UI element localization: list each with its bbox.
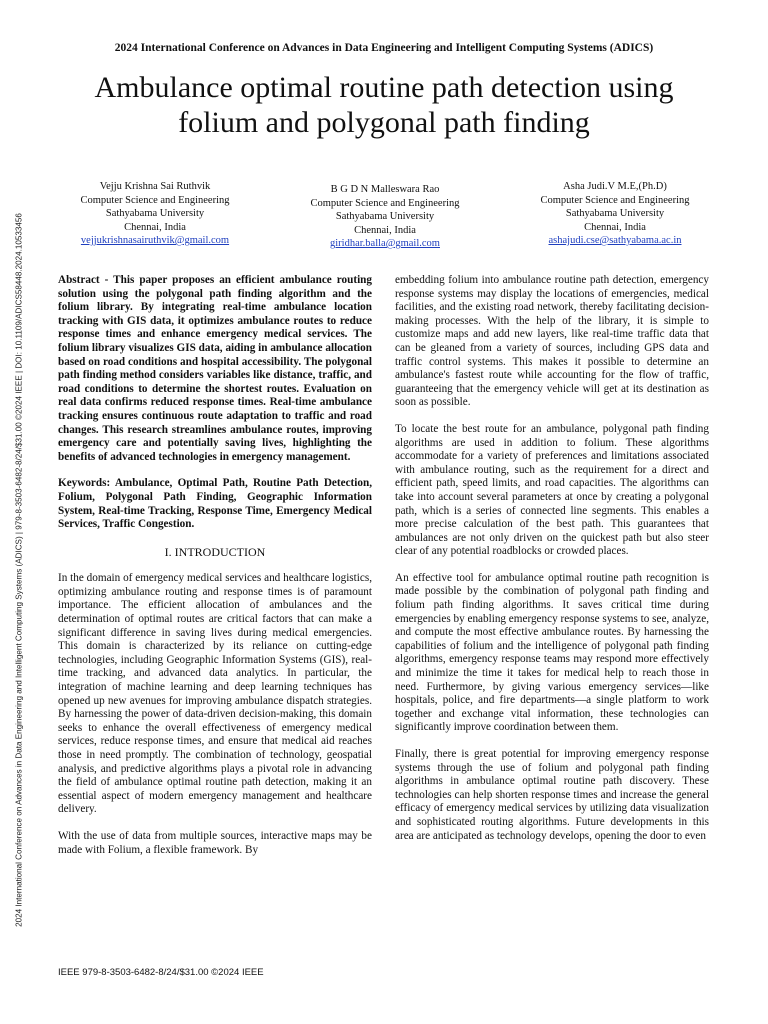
left-column	[58, 274, 372, 857]
author-email-link[interactable]: giridhar.balla@gmail.com	[330, 238, 440, 249]
author-name: B G D N Malleswara Rao	[330, 184, 440, 195]
author-organization: Sathyabama University	[565, 208, 665, 219]
body-paragraph: An effective tool for ambulance optimal routine path recognition is made possible by the combination of polygonal path finding and folium path finding algorithms. It saves critical time during emergencies by enabling emergency response systems to see, analyze, and compute the most effective ambulance routes. By harnessing the capabilities of folium and the intelligence of polygonal path finding algorithms, emergency response teams may respond more effectively and minimize the time it takes for medical help to reach those in need. Furthermore, by giving various emergency services—like hospitals, police, and fire departments—a single platform to work together and exchange vital information, these technologies can significantly improve coordination between them.	[395, 571, 709, 734]
author-department: Computer Science and Engineering	[540, 194, 690, 206]
body-paragraph: To locate the best route for an ambulance, polygonal path finding algorithms are used in addition to folium. These algorithms accommodate for a variety of preferences and limitations associated with ambulance routing, such as the requirement for a direct and efficient path, speed limits, and road capacities. The algorithms can take into account several parameters at once by creating a polygonal path, which is a series of connected line segments. This enables a more precise calculation of the best path. This guarantees that ambulances are not only driven on the quickest path but also steer clear of any potential roadblocks or crowded places.	[395, 422, 709, 558]
side-metadata-text: 2024 International Conference on Advances in Data Engineering and Intelligent Computing Systems (ADICS) | 979-8-3503-6482-8/24/$31.00 ©2024 IEEE | DOI: 10.1109/ADICS58448.2024.10533456	[14, 213, 24, 927]
introduction-heading: I. INTRODUCTION	[164, 544, 266, 559]
keywords-paragraph: Keywords: Ambulance, Optimal Path, Routine Path Detection, Folium, Polygonal Path Finding, Geographic Information System, Real-time Tracking, Response Time, Emergency Medical Services, Traffic Congestion.	[58, 477, 372, 531]
author-department: Computer Science and Engineering	[310, 197, 460, 209]
author-email-link[interactable]: ashajudi.cse@sathyabama.ac.in	[548, 235, 682, 246]
author-city: Chennai, India	[354, 224, 416, 236]
paper-title	[60, 70, 708, 140]
author-block-3	[520, 180, 710, 248]
author-organization: Sathyabama University	[105, 208, 205, 219]
conference-header: 2024 International Conference on Advances in Data Engineering and Intelligent Computing Systems (ADICS)	[114, 42, 654, 54]
author-block-2	[285, 183, 485, 251]
author-name: Vejju Krishna Sai Ruthvik	[99, 181, 211, 192]
body-paragraph: In the domain of emergency medical services and healthcare logistics, optimizing ambulance routing and response times is of paramount importance. The efficient allocation of ambulances and the determination of optimal routes are critical factors that can make a significant difference in saving lives during medical emergencies. This domain is characterized by its reliance on cutting-edge technologies, including Geographic Information Systems (GIS), real-time tracking, and advanced data analytics. In particular, the integration of machine learning and deep learning techniques has opened up new avenues for improving ambulance dispatch strategies. By harnessing the power of data-driven decision-making, this domain seeks to enhance the overall effectiveness of emergency medical services, reduce response times, and ensure that medical aid reaches those in need promptly. The combination of technology, geospatial analysis, and predictive algorithms plays a pivotal role in advancing the field of ambulance optimal routine path detection, making it an essential aspect of modern emergency management and healthcare delivery.	[58, 572, 372, 816]
paper-title-line-1: Ambulance optimal routine path detection using	[94, 71, 674, 104]
author-city: Chennai, India	[584, 221, 646, 233]
author-email-link[interactable]: vejjukrishnasairuthvik@gmail.com	[80, 235, 230, 246]
side-metadata-strip	[12, 170, 26, 970]
right-column	[395, 274, 709, 843]
author-organization: Sathyabama University	[335, 211, 435, 222]
copyright-footer: IEEE 979-8-3503-6482-8/24/$31.00 ©2024 IEEE	[58, 967, 264, 978]
author-block-1	[55, 180, 255, 248]
body-paragraph: embedding folium into ambulance routine path detection, emergency response systems may display the locations of emergencies, medical facilities, and the existing road network, thereby facilitating decision-making processes. With the help of the library, it is simple to customize maps and add new layers, like real-time traffic data that can be gleaned from a variety of sources, including GPS data and traffic control systems. This makes it possible to determine an ambulance's fastest route while accounting for the flow of traffic, guaranteeing that the emergency vehicle will get at its destination as soon as possible.	[395, 274, 709, 409]
author-city: Chennai, India	[124, 221, 186, 233]
author-name: Asha Judi.V M.E,(Ph.D)	[563, 181, 667, 192]
body-paragraph: With the use of data from multiple sources, interactive maps may be made with Folium, a flexible framework. By	[58, 829, 372, 856]
paper-title-line-2: folium and polygonal path finding	[178, 106, 590, 139]
abstract-paragraph: Abstract - This paper proposes an efficient ambulance routing solution using the polygonal path finding algorithm and the folium library. By integrating real-time ambulance location tracking with GIS data, it optimizes ambulance routes to reduce response times and enhance emergency medical services. The folium library visualizes GIS data, aiding in ambulance allocation based on road conditions and hospital accessibility. The polygonal path finding method considers variables like distance, traffic, and road conditions to determine the shortest routes. Evaluation on real data confirms reduced response times. Real-time ambulance tracking ensures continuous route adaptation to traffic and road changes. This research streamlines ambulance routes, improving emergency care and potentially saving lives, highlighting the benefits of advanced technologies in emergency management.	[58, 274, 372, 463]
body-paragraph: Finally, there is great potential for improving emergency response systems through the use of folium and polygonal path finding algorithms in ambulance optimal routine path discovery. These technologies can help shorten response times and increase the general efficacy of emergency medical services by utilizing data visualization and sophisticated routing algorithms. Future developments in this area are anticipated as technology develops, opening the door to even	[395, 748, 709, 842]
author-department: Computer Science and Engineering	[80, 194, 230, 206]
